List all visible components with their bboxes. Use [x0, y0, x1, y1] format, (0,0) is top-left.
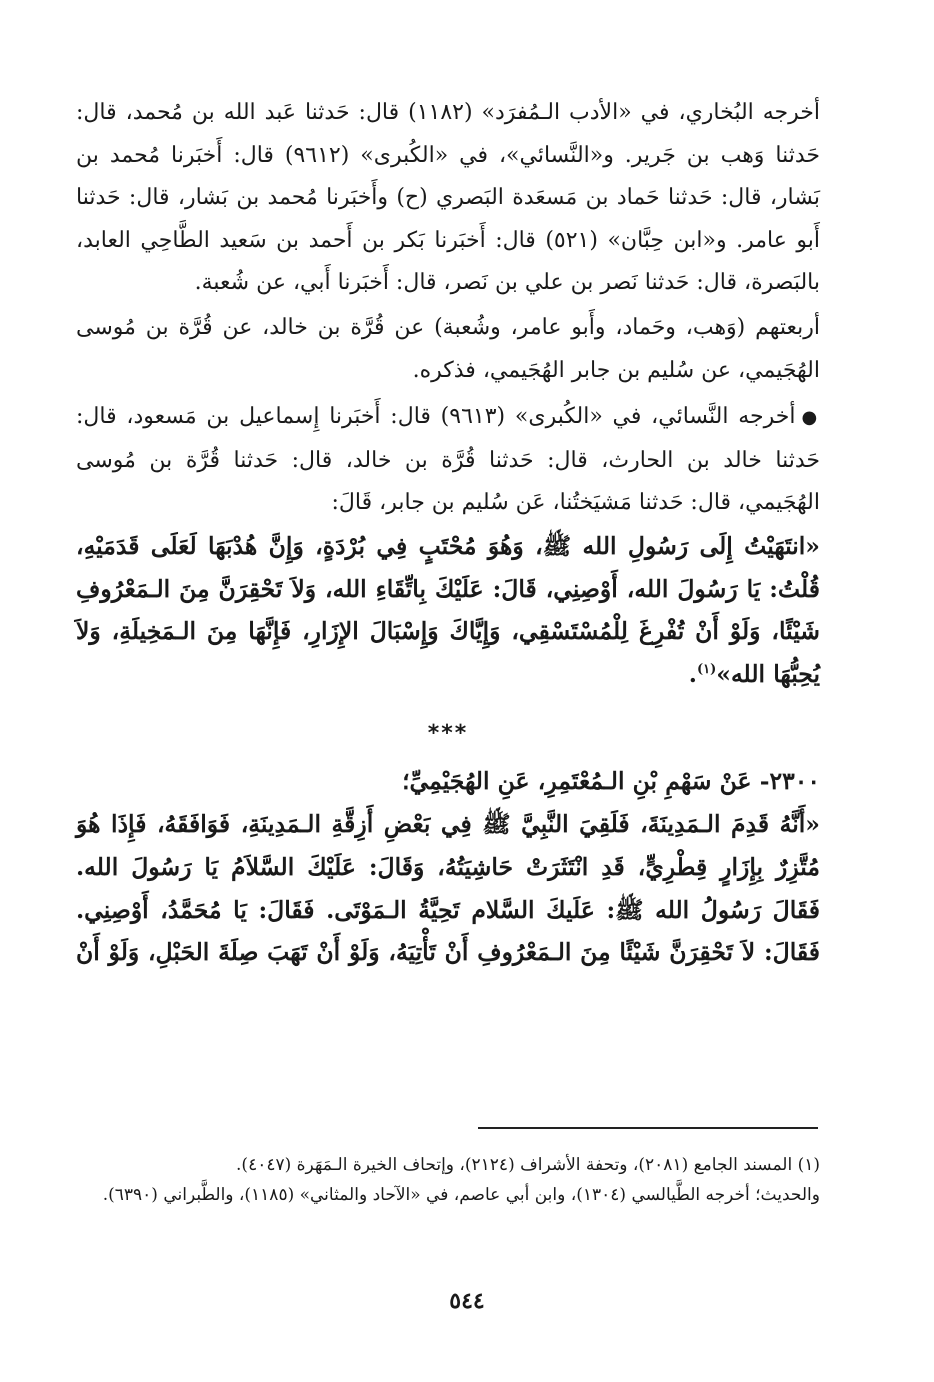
footnote-marker: (١) — [696, 661, 717, 677]
hadith-heading-text: عَنْ سَهْمِ بْنِ الـمُعْتَمِرِ، عَنِ الهُجَيْمِيِّ؛ — [402, 767, 752, 796]
hadith-quote — [76, 525, 820, 695]
footnote-1: (١) المسند الجامع (٢٠٨١)، وتحفة الأشراف (٢١٢٤)، وإتحاف الخيرة الـمَهَرة (٤٠٤٧). — [236, 1155, 820, 1175]
footnote-2: والحديث؛ أخرجه الطَّيالسي (١٣٠٤)، وابن أبي عاصم، في «الآحاد والمثاني» (١١٨٥)، والطَّبراني (٦٣٩٠). — [102, 1185, 820, 1205]
page-number: ٥٤٤ — [449, 1288, 485, 1314]
takhrij-paragraph-3-text: أخرجه النَّسائي، في «الكُبرى» (٩٦١٣) قال: أَخبَرنا إِسماعيل بن مَسعود، قال: حَدثنا خالد بن الحارث، قال: حَدثنا قُرَّة بن خالد، قال: حَدثنا قُرَّة بن مُوسى الهُجَيمي، قال: حَدثنا مَشيَختُنا، عَن سُليم بن جابر، قَالَ: — [76, 404, 820, 516]
hadith-heading — [76, 759, 820, 803]
hadith-number: ٢٣٠٠- — [759, 767, 820, 796]
footnotes — [76, 1150, 820, 1210]
bullet-icon: ● — [801, 407, 820, 429]
takhrij-paragraph-2: أربعتهم (وَهب، وحَماد، وأَبو عامر، وشُعبة) عن قُرَّة بن خالد، عن قُرَّة بن مُوسى الهُجَيمي، عن سُليم بن جابر الهُجَيمي، فذكره. — [76, 314, 820, 383]
section-separator: *** — [427, 721, 469, 747]
takhrij-paragraph-3 — [76, 396, 820, 525]
hadith-text: «أَنَّهُ قَدِمَ الـمَدِينَةَ، فَلَقِيَ النَّبِيَّ ﷺ فِي بَعْضِ أَزِقَّةِ الـمَدِينَةِ، فَوَافَقَهُ، فَإِذَا هُوَ مُتَّزِرٌ بِإِزَارٍ قِطْرِيٍّ، قَدِ انْتَثَرَتْ حَاشِيَتُهُ، وَقَالَ: عَلَيْكَ السَّلاَمُ يَا رَسُولَ الله. فَقَالَ رَسُولُ الله ﷺ: عَلَيكَ السَّلام تَحِيَّةُ الـمَوْتَى. فَقَالَ: يَا مُحَمَّدُ، أَوْصِنِي. فَقَالَ: لاَ تَحْقِرَنَّ شَيْئًا مِنَ الـمَعْرُوفِ أَنْ تَأْتِيَهُ، وَلَوْ أَنْ تَهَبَ صِلَةَ الحَبْلِ، وَلَوْ أَنْ — [76, 810, 820, 967]
takhrij-paragraph-1: أخرجه البُخاري، في «الأدب الـمُفرَد» (١١٨٢) قال: حَدثنا عَبد الله بن مُحمد، قال: حَدثنا وَهب بن جَرير. و«النَّسائي»، في «الكُبرى» (٩٦١٢) قال: أَخبَرنا مُحمد بن بَشار، قال: حَدثنا حَماد بن مَسعَدة البَصري (ح) وأَخبَرنا مُحمد بن بَشار، قال: حَدثنا أَبو عامر. و«ابن حِبَّان» (٥٢١) قال: أَخبَرنا بَكر بن أَحمد بن سَعيد الطَّاحِي العابد، بالبَصرة، قال: حَدثنا نَصر بن علي بن نَصر، قال: أَخبَرنا أَبي، عن شُعبة. — [76, 100, 820, 296]
footnote-divider — [478, 1127, 818, 1129]
hadith-quote-text: «انتَهَيْتُ إِلَى رَسُولِ الله ﷺ، وَهُوَ مُحْتَبٍ فِي بُرْدَةٍ، وَإِنَّ هُدْبَهَا لَعَلَى قَدَمَيْهِ، قُلْتُ: يَا رَسُولَ الله، أَوْصِنِي، قَالَ: عَلَيْكَ بِاتِّقَاءِ الله، وَلاَ تَحْقِرَنَّ مِنَ الـمَعْرُوفِ شَيْئًا، وَلَوْ أَنْ تُفْرِغَ لِلْمُسْتَسْقِي، وَإِيَّاكَ وَإِسْبَالَ الإِزَارِ، فَإِنَّهَا مِنَ الـمَخِيلَةِ، وَلاَ يُحِبُّهَا الله» — [76, 531, 820, 688]
main-text — [76, 92, 820, 974]
hadith-quote-end: . — [688, 659, 697, 688]
